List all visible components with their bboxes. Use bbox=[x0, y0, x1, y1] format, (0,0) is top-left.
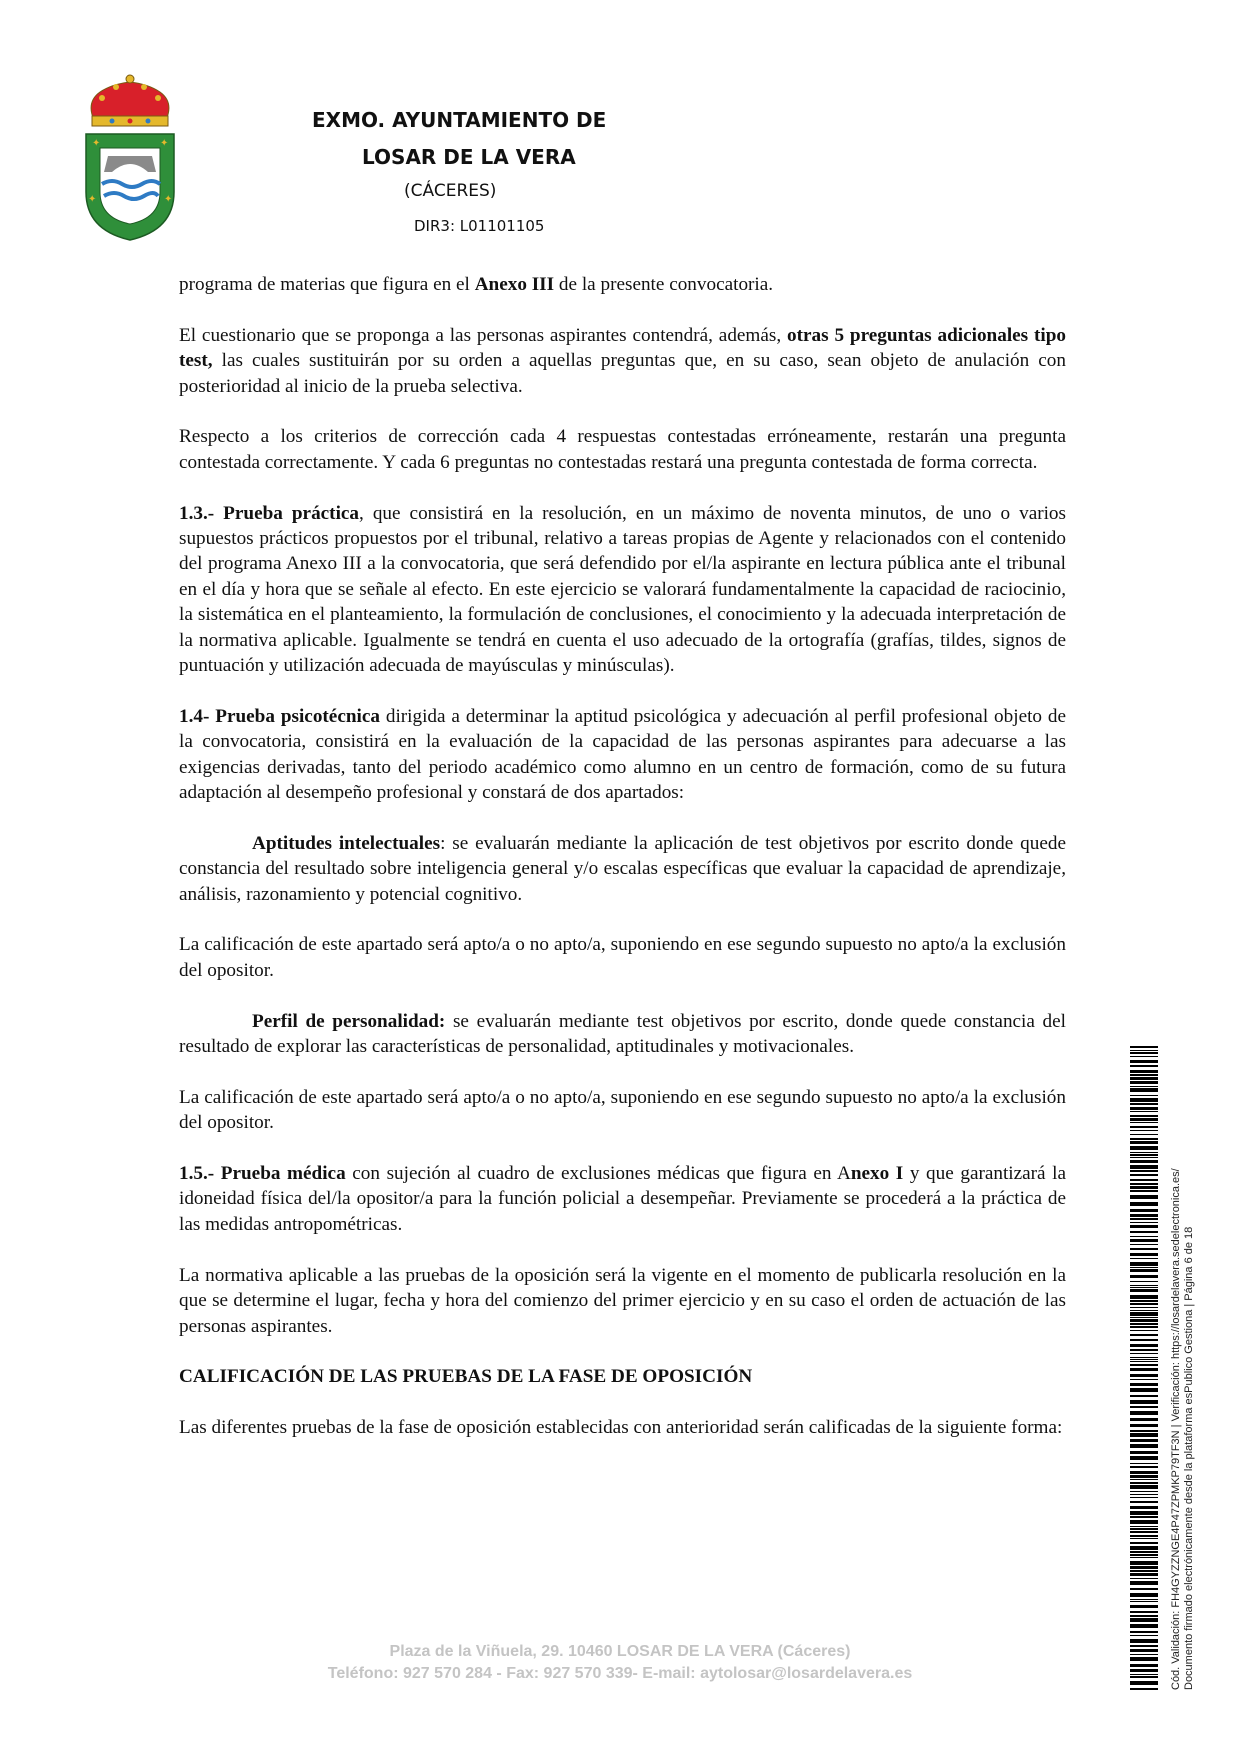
page-footer bbox=[300, 1641, 940, 1685]
text: las cuales sustituirán por su orden a aquellas preguntas que, en su caso, sean objeto de anulación con posterioridad al inicio de la prueba selectiva. bbox=[179, 350, 1066, 397]
paragraph-aptitudes bbox=[179, 831, 1066, 907]
signature-page-line: Documento firmado electrónicamente desde la plataforma esPublico Gestiona | Página 6 de 18 bbox=[1183, 1226, 1195, 1690]
paragraph-calificacion-2: La calificación de este apartado será apto/a o no apto/a, suponiendo en ese segundo supuesto no apto/a la exclusión del opositor. bbox=[179, 1086, 1066, 1134]
validation-side-text bbox=[1170, 1090, 1196, 1690]
bold-text: 1.4- Prueba psicotécnica bbox=[179, 705, 380, 727]
header-title-line1: EXMO. AYUNTAMIENTO DE bbox=[312, 108, 607, 132]
section-heading: CALIFICACIÓN DE LAS PRUEBAS DE LA FASE DE OPOSICIÓN bbox=[179, 1366, 753, 1388]
paragraph-calificacion-1: La calificación de este apartado será apto/a o no apto/a, suponiendo en ese segundo supuesto no apto/a la exclusión del opositor. bbox=[179, 934, 1066, 981]
paragraph-prueba-psicotecnica bbox=[179, 704, 1066, 806]
bold-text: otras 5 preguntas adicionales tipo test, bbox=[179, 324, 1066, 372]
text: con sujeción al cuadro de exclusiones médicas que figura en A bbox=[345, 1163, 851, 1185]
paragraph-prueba-practica bbox=[179, 501, 1066, 679]
bold-text: nexo I bbox=[850, 1163, 904, 1185]
paragraph-perfil bbox=[179, 1009, 1066, 1060]
text: , que consistirá en la resolución, en un máximo de noventa minutos, de uno o varios supuestos prácticos propuestos por el tribunal, relativo a tareas propias de Agente y relacionados con el contenido del programa Anexo III a la convocatoria, que será defendido por el/la aspirante en lectura pública ante el tribunal en el día y hora que se señale al efecto. En este ejercicio se valorará fundamentalmente la capacidad de raciocinio, la sistemática en el planteamiento, la formulación de conclusiones, el conocimiento y la adecuada interpretación de la normativa aplicable. Igualmente se tendrá en cuenta el uso adecuado de la ortografía (grafías, tildes, signos de puntuación y utilización adecuada de mayúsculas y minúsculas). bbox=[179, 502, 1066, 677]
paragraph-normativa: La normativa aplicable a las pruebas de la oposición será la vigente en el momento de publicarla resolución en la que se determine el lugar, fecha y hora del comienzo del primer ejercicio y en su caso el orden de actuación de las personas aspirantes. bbox=[179, 1264, 1066, 1337]
text: dirigida a determinar la aptitud psicológica y adecuación al perfil profesional objeto de la convocatoria, consistirá en la evaluación de la capacidad de las personas aspirantes para adecuarse a las exigencias derivadas, tanto del periodo académico como alumno en un centro de formación, como de su futura adaptación al desempeño profesional y constará de dos apartados: bbox=[179, 705, 1067, 804]
footer-contact: Teléfono: 927 570 284 - Fax: 927 570 339- E-mail: aytolosar@losardelavera.es bbox=[327, 1665, 913, 1682]
svg-text:✦: ✦ bbox=[92, 138, 101, 149]
svg-text:✦: ✦ bbox=[88, 194, 97, 205]
text: : se evaluarán mediante la aplicación de test objetivos por escrito donde quede constancia del resultado sobre inteligencia general y/o escalas específicas que evaluar la capacidad de aprendizaje, análisis, razonamiento y potencial cognitivo. bbox=[179, 832, 1066, 905]
footer-address: Plaza de la Viñuela, 29. 10460 LOSAR DE LA VERA (Cáceres) bbox=[389, 1643, 851, 1660]
paragraph-1 bbox=[179, 272, 1066, 297]
text: se evaluarán mediante test objetivos por escrito, donde quede constancia del resultado de explorar las características de personalidad, aptitudinales y motivacionales. bbox=[179, 1010, 1066, 1058]
bold-text: 1.3.- Prueba práctica bbox=[179, 502, 360, 524]
text: de la presente convocatoria. bbox=[554, 274, 774, 295]
validation-code-line: Cód. Validación: FH4GYZZNGE4P47ZPMKP79TF3N | Verificación: https://losardelavera.sedelectronica.es/ bbox=[1170, 1168, 1182, 1690]
text: El cuestionario que se proponga a las personas aspirantes contendrá, además, bbox=[179, 324, 788, 346]
paragraph-prueba-medica bbox=[179, 1161, 1066, 1237]
svg-text:✦: ✦ bbox=[160, 138, 169, 149]
text: programa de materias que figura en el bbox=[179, 274, 475, 295]
bold-text: Perfil de personalidad: bbox=[252, 1010, 446, 1032]
paragraph-2 bbox=[179, 323, 1066, 399]
barcode-image bbox=[1130, 1046, 1158, 1691]
document-body bbox=[179, 272, 1066, 1466]
coat-of-arms-logo bbox=[82, 72, 178, 244]
text: y que garantizará la idoneidad física del/la opositor/a para la función policial a desempeñar. Previamente se procederá a la práctica de las medidas antropométricas. bbox=[179, 1163, 1066, 1235]
header-province: (CÁCERES) bbox=[404, 181, 497, 201]
paragraph-3: Respecto a los criterios de corrección cada 4 respuestas contestadas erróneamente, restarán una pregunta contestada correctamente. Y cada 6 preguntas no contestadas restará una pregunta contestada de forma correcta. bbox=[179, 426, 1066, 473]
bold-text: 1.5.- Prueba médica bbox=[179, 1163, 346, 1185]
bold-text: Aptitudes intelectuales bbox=[252, 832, 441, 854]
header-dir3-code: DIR3: L01101105 bbox=[414, 217, 545, 235]
header-title-line2: LOSAR DE LA VERA bbox=[362, 145, 576, 169]
paragraph-calificacion-pruebas: Las diferentes pruebas de la fase de oposición establecidas con anterioridad serán calificadas de la siguiente forma: bbox=[179, 1417, 1063, 1439]
svg-text:✦: ✦ bbox=[164, 194, 173, 205]
bold-text: Anexo III bbox=[474, 274, 555, 295]
